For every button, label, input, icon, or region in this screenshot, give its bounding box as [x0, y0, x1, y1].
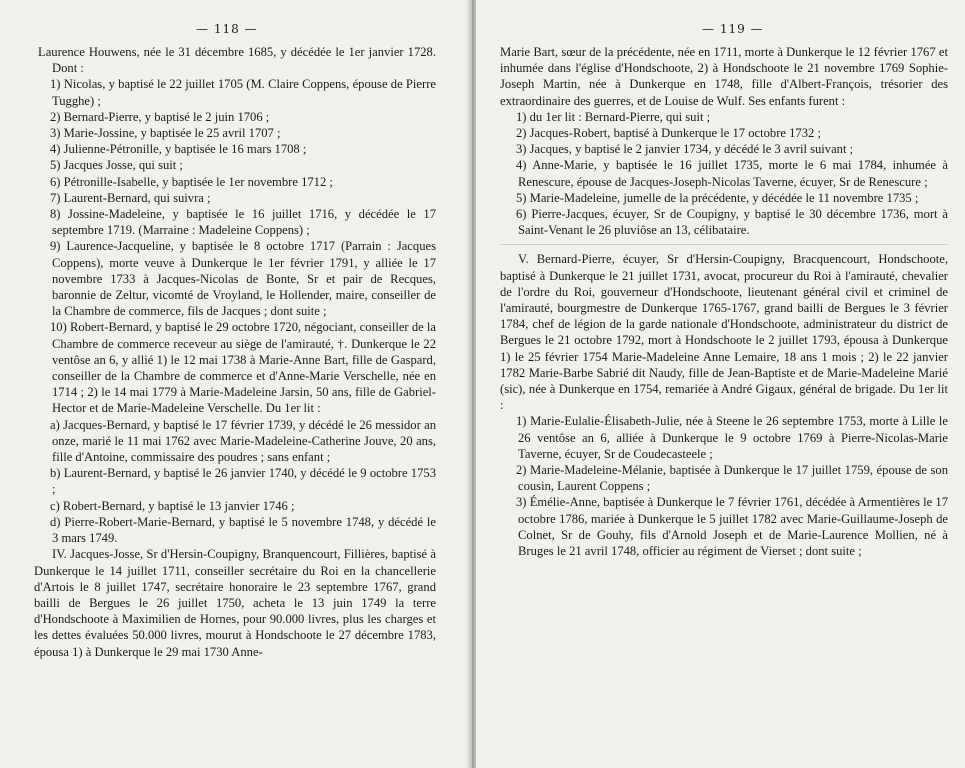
paragraph: Laurence Houwens, née le 31 décembre 1685, y décédée le 1er janvier 1728. Dont :	[38, 45, 436, 76]
list-item: 3) Marie-Jossine, y baptisée le 25 avril 1707 ;	[50, 126, 281, 141]
list-item: 6) Pierre-Jacques, écuyer, Sr de Coupigny, y baptisé le 30 décembre 1736, mort à Saint-Venant le 26 pluviôse an 13, célibataire.	[516, 207, 948, 238]
right-page	[476, 0, 965, 768]
list-item: 4) Anne-Marie, y baptisée le 16 juillet 1735, morte le 6 mai 1784, inhumée à Renescure, épouse de Jacques-Joseph-Nicolas Taverne, écuyer, Sr de Renescure ;	[516, 158, 948, 189]
list-item: 4) Julienne-Pétronille, y baptisée le 16 mars 1708 ;	[50, 142, 307, 157]
paragraph: Marie Bart, sœur de la précédente, née en 1711, morte à Dunkerque le 12 février 1767 et inhumée dans l'église d'Hondschoote, 2) à Hondschoote le 21 novembre 1769 Sophie-Joseph Martin, née à Dunkerque en 1748, fille d'Albert-François, trésorier des extraordinaire des guerres, et de Louise de Wulf. Ses enfants furent :	[500, 45, 948, 108]
right-page-text	[500, 44, 948, 559]
list-item: 1) Marie-Eulalie-Élisabeth-Julie, née à Steene le 26 septembre 1753, morte à Lille le 26 ventôse an 6, alliée à Dunkerque le 9 octobre 1769 à Pierre-Nicolas-Marie Taverne, écuyer, Sr de Coudecasteele ;	[516, 414, 948, 461]
list-item: 8) Jossine-Madeleine, y baptisée le 16 juillet 1716, y décédée le 17 septembre 1719. (Marraine : Madeleine Coppens) ;	[50, 207, 436, 238]
left-page-text	[34, 44, 436, 660]
list-item: 1) Nicolas, y baptisé le 22 juillet 1705 (M. Claire Coppens, épouse de Pierre Tugghe) ;	[50, 77, 436, 108]
right-page-number: — 119 —	[702, 22, 764, 36]
list-item: 1) du 1er lit : Bernard-Pierre, qui suit ;	[516, 109, 711, 124]
list-item: 3) Émélie-Anne, baptisée à Dunkerque le 7 février 1761, décédée à Armentières le 17 octobre 1786, mariée à Dunkerque le 5 juillet 1782 avec Marie-Guillaume-Joseph de Colnet, Sr de Gouhy, fils d'Arnold Joseph et de Marie-Laurence Mollien, né à Bruges le 21 avril 1748, officier au régiment de Vierset ; dont suite ;	[516, 495, 948, 559]
list-item: a) Jacques-Bernard, y baptisé le 17 février 1739, y décédé le 26 messidor an onze, marié le 11 mai 1762 avec Marie-Madeleine-Catherine Jouve, 20 ans, fille d'Antoine, commissaire des poudres ; sans enfant ;	[50, 417, 436, 465]
list-item: 3) Jacques, y baptisé le 2 janvier 1734, y décédé le 3 avril suivant ;	[516, 142, 854, 157]
list-item: 2) Jacques-Robert, baptisé à Dunkerque le 17 octobre 1732 ;	[516, 126, 821, 141]
list-item: b) Laurent-Bernard, y baptisé le 26 janvier 1740, y décédé le 9 octobre 1753 ;	[50, 466, 436, 497]
section-paragraph: IV. Jacques-Josse, Sr d'Hersin-Coupigny, Branquencourt, Fillières, baptisé à Dunkerque le 14 juillet 1711, conseiller secrétaire du Roi en la chancellerie d'Artois le 8 juillet 1747, secrétaire honoraire le 23 septembre 1767, grand bailli de Bergues le 26 juillet 1750, acheta le 13 juin 1749 la terre d'Hondschoote à Maximilien de Hornes, pour 90.000 livres, plus les charges et les dettes évaluées 50.000 livres, mourut à Hondschoote le 27 décembre 1783, épousa 1) à Dunkerque le 29 mai 1730 Anne-	[34, 547, 436, 659]
list-item: 7) Laurent-Bernard, qui suivra ;	[50, 190, 211, 205]
list-item: 9) Laurence-Jacqueline, y baptisée le 8 octobre 1717 (Parrain : Jacques Coppens), morte veuve à Dunkerque le 1er février 1791, y alliée le 17 novembre 1733 à Jacques-Nicolas de Bonte, Sr et pair de Recques, baronnie de Zeltur, vicomté de Vroyland, le Hollender, maire, conseiller de la Chambre de commerce, fils de Jacques ; dont suite ;	[50, 239, 436, 319]
list-item: 10) Robert-Bernard, y baptisé le 29 octobre 1720, négociant, conseiller de la Chambre de commerce receveur au siège de l'amirauté, †. Dunkerque le 22 ventôse an 6, y allié 1) le 12 mai 1738 à Marie-Anne Bart, fille de Gaspard, conseiller de la Chambre de commerce et d'Anne-Marie Verschelle, née en 1714 ; 2) le 14 mai 1779 à Marie-Madeleine Jarsin, 50 ans, fille de Gabriel-Hector et de Marie-Madeleine Verschelle. Du 1er lit :	[50, 320, 436, 416]
list-item: 5) Jacques Josse, qui suit ;	[50, 158, 183, 173]
list-item: 2) Bernard-Pierre, y baptisé le 2 juin 1706 ;	[50, 109, 270, 124]
list-item: c) Robert-Bernard, y baptisé le 13 janvier 1746 ;	[50, 498, 295, 513]
section-paragraph: V. Bernard-Pierre, écuyer, Sr d'Hersin-Coupigny, Bracquencourt, Hondschoote, baptisé à Dunkerque le 21 juillet 1731, avocat, procureur du Roi à l'amirauté, chevalier de l'ordre du Roi, gouverneur d'Hondschoote, lieutenant général civil et criminel de l'amirauté, bourgmestre de Dunkerque 1765-1767, grand bailli de Bergues le 3 février 1784, chef de légion de la garde nationale d'Hondschoote, administrateur du district de Bergues le 21 octobre 1792, mort à Hondschoote le 2 juillet 1793, épousa à Dunkerque 1) le 25 février 1754 Marie-Madeleine Anne Lemaire, 18 ans 1 mois ; 2) le 22 janvier 1782 Marie-Barbe Sabrié dit Naudy, fille de Jean-Baptiste et de Marie-Madeleine Marié (sic), née à Dunkerque en 1754, remariée à André Gigaux, général de brigade. Du 1er lit :	[500, 252, 948, 413]
list-item: 2) Marie-Madeleine-Mélanie, baptisée à Dunkerque le 17 juillet 1759, épouse de son cousin, Laurent Coppens ;	[516, 463, 948, 494]
list-item: d) Pierre-Robert-Marie-Bernard, y baptisé le 5 novembre 1748, y décédé le 3 mars 1749.	[50, 514, 436, 546]
left-page	[0, 0, 468, 768]
list-item: 6) Pétronille-Isabelle, y baptisée le 1er novembre 1712 ;	[50, 174, 333, 189]
section-divider	[500, 244, 948, 245]
list-item: 5) Marie-Madeleine, jumelle de la précédente, y décédée le 11 novembre 1735 ;	[516, 190, 919, 205]
left-page-number: — 118 —	[196, 22, 258, 36]
